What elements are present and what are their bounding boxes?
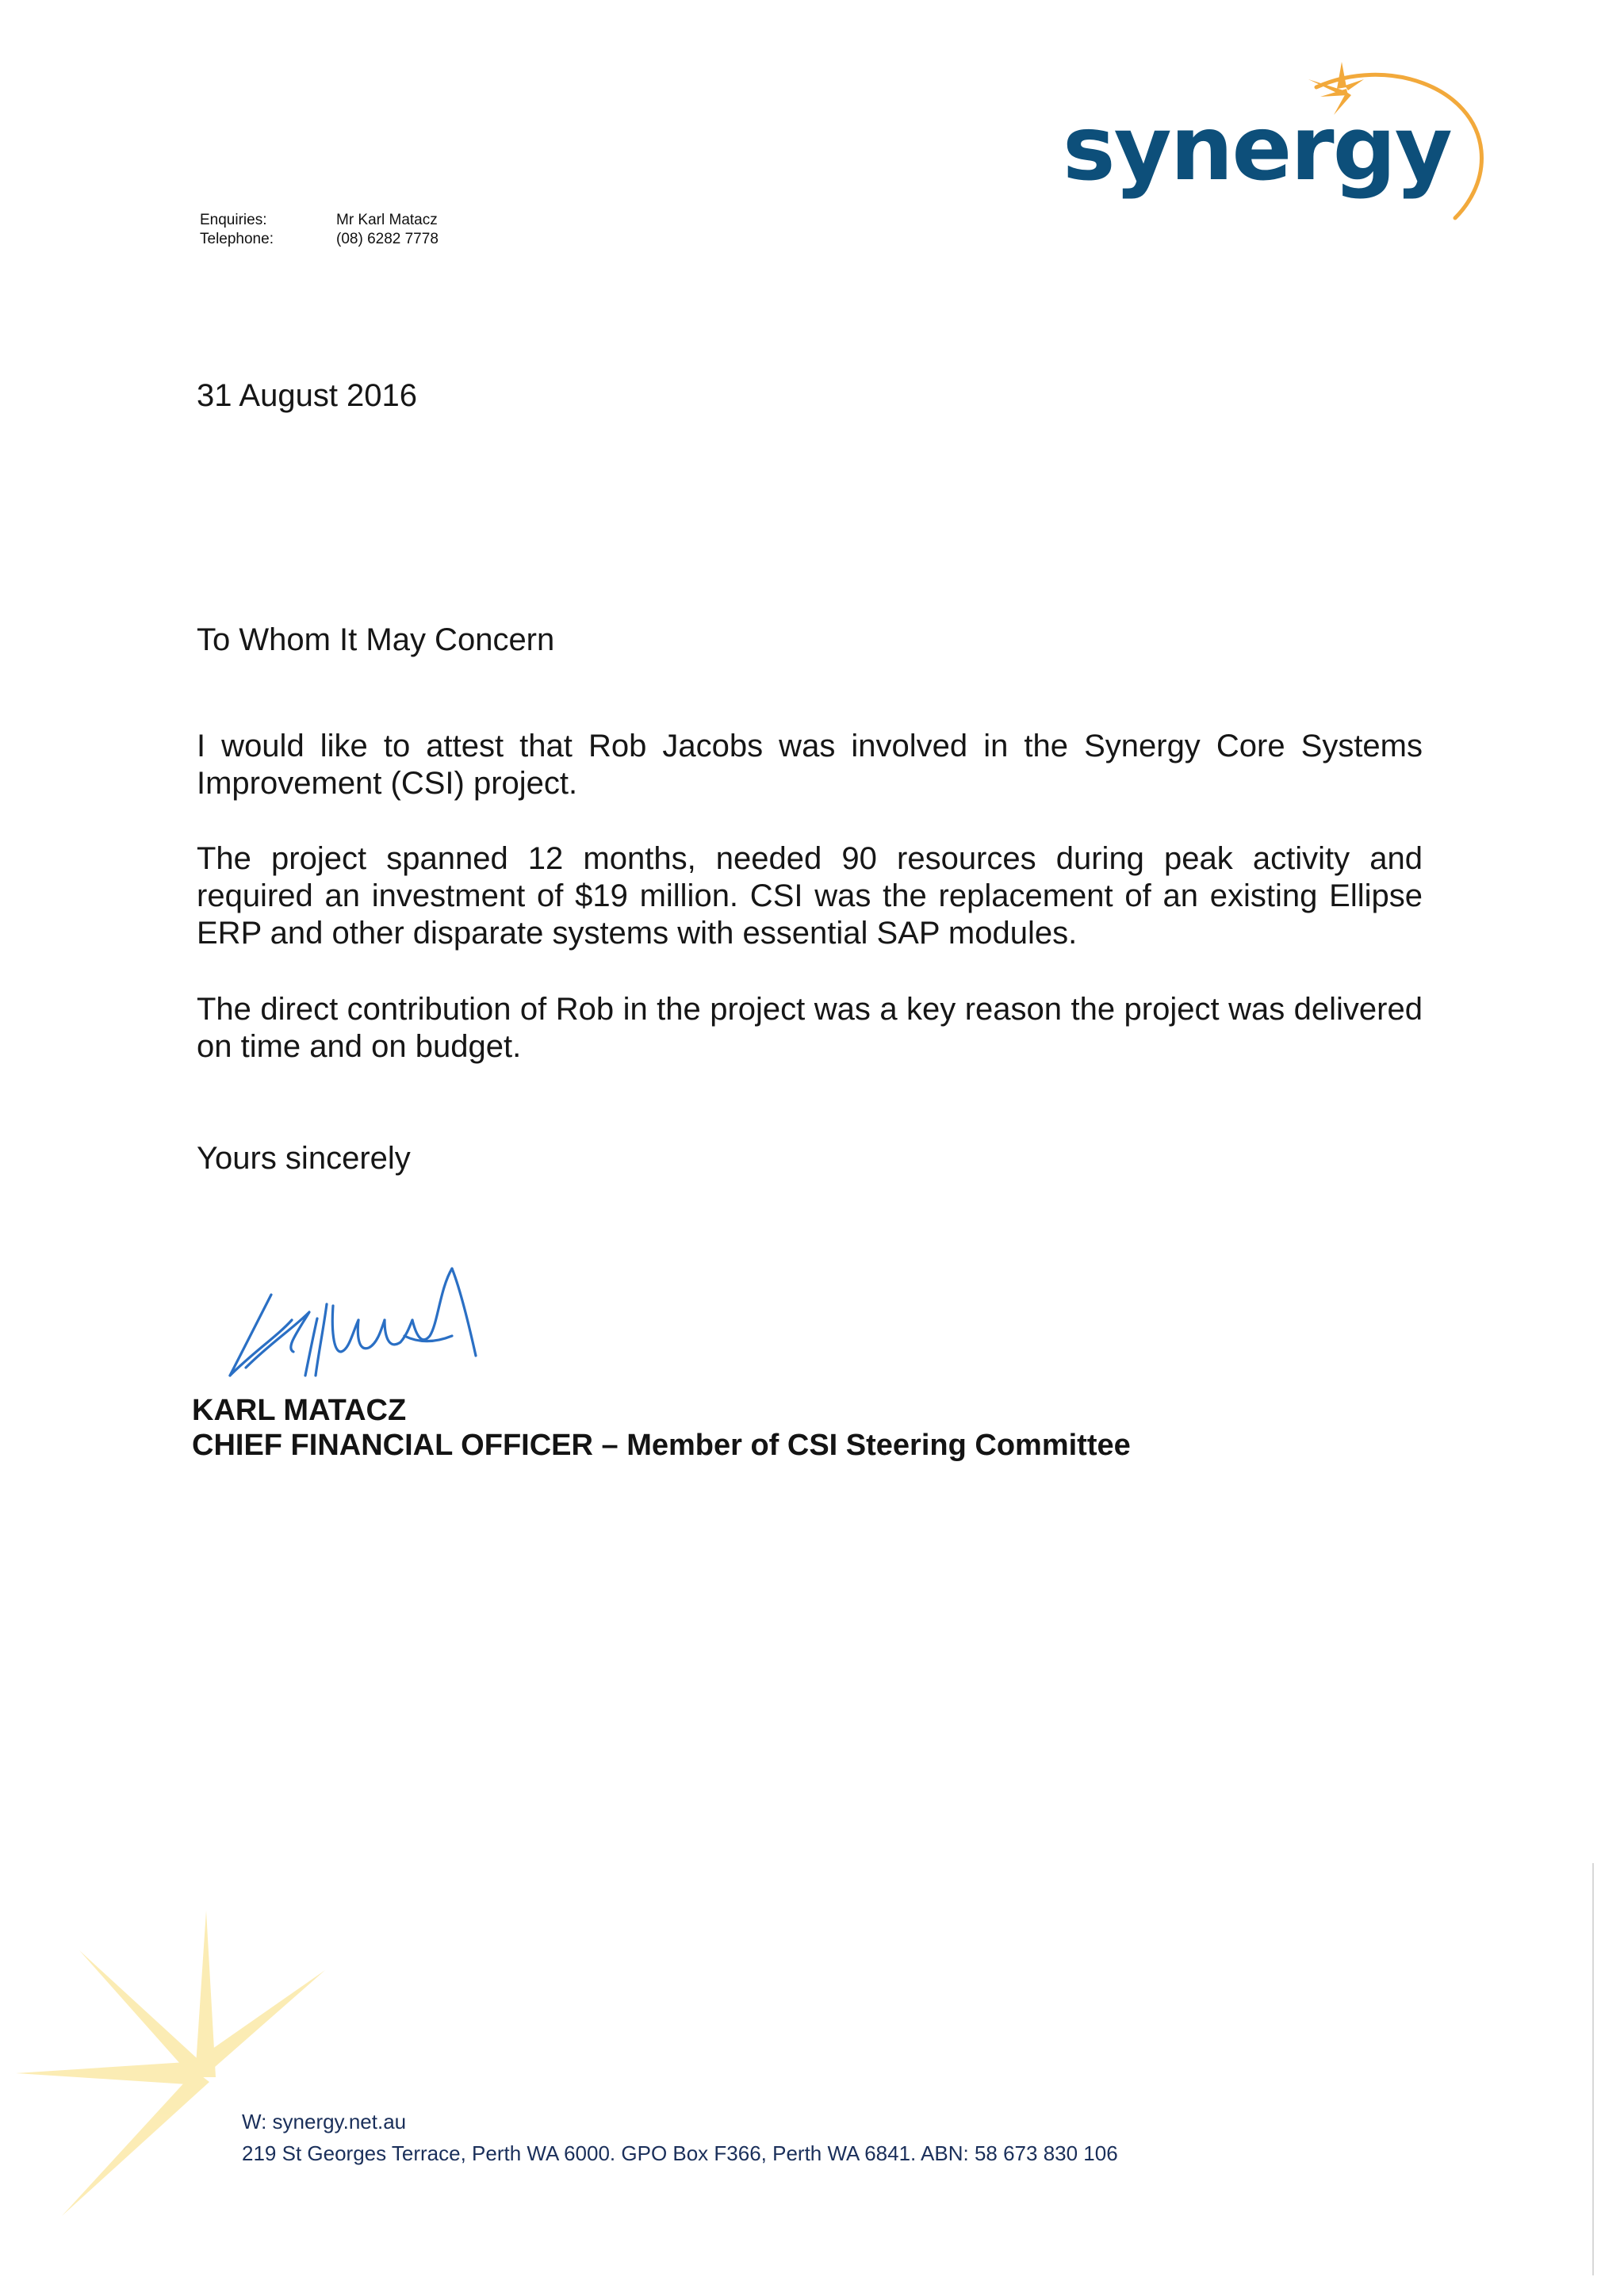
star-watermark-icon <box>0 1903 349 2220</box>
paragraph-1: I would like to attest that Rob Jacobs was involved in the Synergy Core Systems Improvement (CSI) project. <box>197 729 1423 801</box>
letter-date: 31 August 2016 <box>197 378 418 413</box>
footer-website: W: synergy.net.au <box>242 2110 407 2133</box>
paragraph-3: The direct contribution of Rob in the project was a key reason the project was delivered on time and on budget. <box>197 992 1423 1064</box>
paragraph-2: The project spanned 12 months, needed 90 resources during peak activity and required an investment of $19 million. CSI was the replacement of an existing Ellipse ERP and other disparate systems with essential SAP modules. <box>197 841 1423 951</box>
telephone-row <box>200 230 439 249</box>
scan-edge-line <box>1592 1863 1594 2275</box>
synergy-logo <box>1047 55 1507 230</box>
enquiries-value: Mr Karl Matacz <box>336 212 438 228</box>
salutation: To Whom It May Concern <box>197 622 555 657</box>
signatory-name: KARL MATACZ <box>192 1394 407 1427</box>
enquiries-block <box>200 211 439 249</box>
telephone-value: (08) 6282 7778 <box>336 231 439 247</box>
footer-address: 219 St Georges Terrace, Perth WA 6000. GPO Box F366, Perth WA 6841. ABN: 58 673 830 106 <box>242 2141 1118 2165</box>
enquiries-row <box>200 211 439 230</box>
telephone-label: Telephone: <box>200 231 274 247</box>
closing: Yours sincerely <box>197 1141 411 1176</box>
handwritten-signature-icon <box>222 1257 539 1395</box>
enquiries-label: Enquiries: <box>200 212 267 228</box>
logo-wordmark: synergy <box>1063 98 1451 201</box>
signatory-title: CHIEF FINANCIAL OFFICER – Member of CSI Steering Committee <box>192 1429 1131 1462</box>
